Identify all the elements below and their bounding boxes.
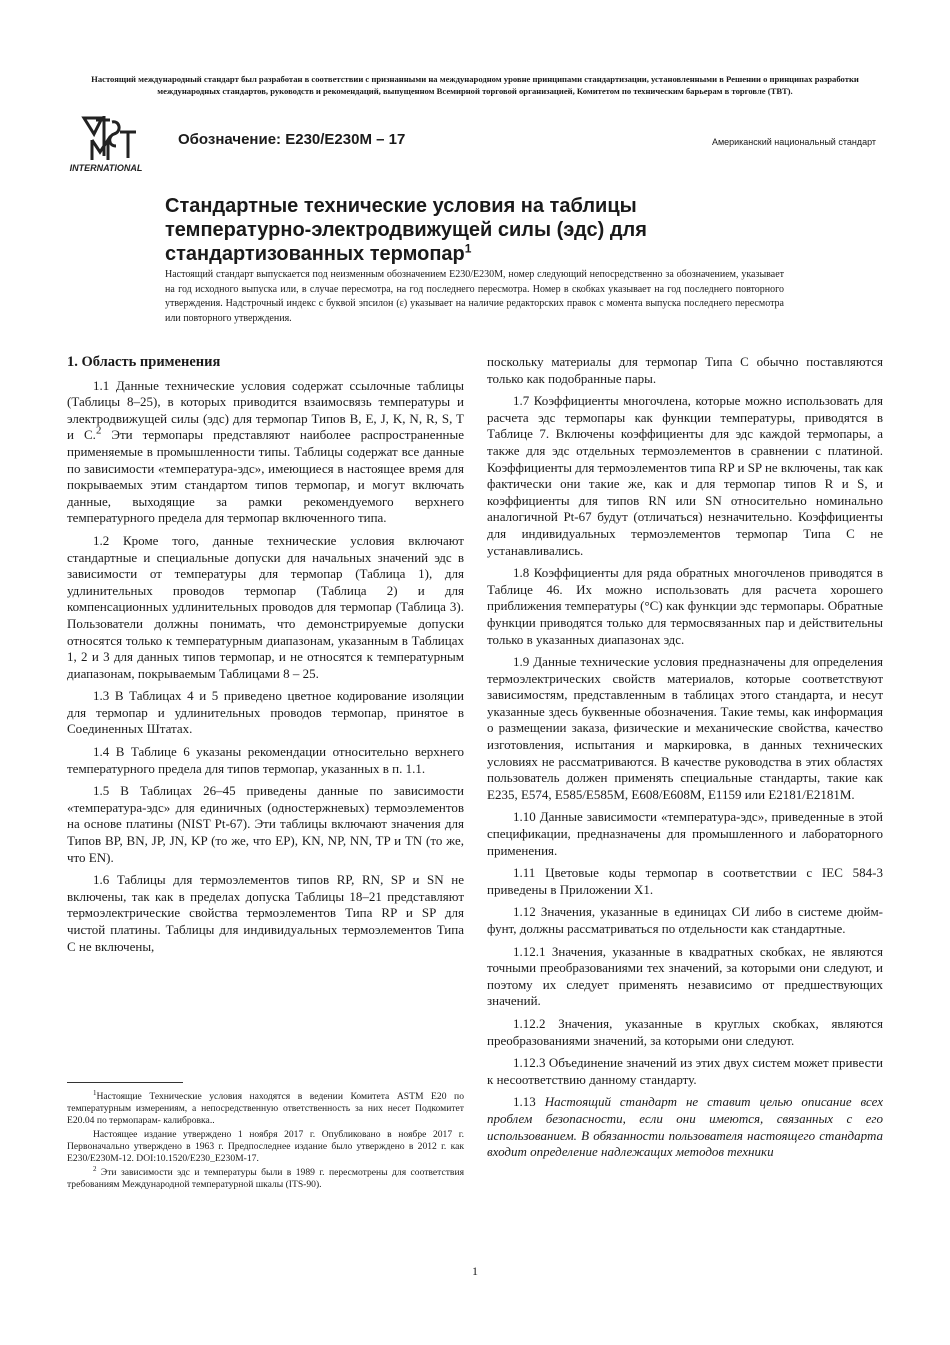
footnote-2-mark: 2 bbox=[93, 1164, 97, 1173]
title-text: Стандартные технические условия на таблицы температурно-электродвижущей силы (эдс) для стандартизованных термопар bbox=[165, 195, 647, 265]
footnote-2-text: Эти зависимости эдс и температуры были в 1989 г. пересмотрены для соответствия требованиям Международной температурной шкалы (ITS-90). bbox=[67, 1167, 464, 1190]
international-standard-notice: Настоящий международный стандарт был разработан в соответствии с признанными на международном уровне принципами стандартизации, установленными в Решении о принципах разработки международных стандартов, руководств и рекомендаций, выпущенном Всемирной торговой организацией, Комитетом по техническим барьерам в торговле (ТВТ). bbox=[91, 74, 859, 96]
paragraph-1-9: 1.9 Данные технические условия предназначены для определения термоэлектрических свойств материалов, которые соответствуют зависимостям, представленным в таблицах этого стандарта, и несут указанные здесь буквенные обозначения. Такие темы, как информация о размещении заказа, физические и механические свойства, качество изготовления, испытания и маркировка, в данных технических условиях не рассматриваются. В качестве руководства в этих областях пользователь должен применять специальные стандарты, такие как E235, E574, E585/E585M, E608/E608M, E1159 или E2181/E2181M. bbox=[487, 654, 883, 802]
left-column bbox=[67, 354, 464, 961]
paragraph-1-13-number: 1.13 bbox=[513, 1094, 545, 1110]
footnote-1 bbox=[67, 1088, 464, 1127]
astm-logo bbox=[64, 112, 148, 174]
national-standard-label: Американский национальный стандарт bbox=[711, 137, 876, 147]
paragraph-1-6-continued: поскольку материалы для термопар Типа C обычно поставляются только как подобранные пары. bbox=[487, 354, 883, 386]
paragraph-1-12: 1.12 Значения, указанные в единицах СИ либо в системе дюйм-фунт, должны рассматриваться по отдельности как стандартные. bbox=[487, 904, 883, 936]
paragraph-1-12-2: 1.12.2 Значения, указанные в круглых скобках, являются преобразованиями значений, за которыми они следуют. bbox=[487, 1015, 883, 1048]
paragraph-1-1-text-cont: Эти термопары представляют наиболее распространенные применяемые в промышленности типы. Таблицы содержат все данные по зависимости «температура-эдс», имеющиеся в настоящее время для покрываемых этим стандартом типов термопар, и могут включать данные, выходящие за рамки рекомендуемого верхнего температурного предела для термопар включенного типа. bbox=[67, 427, 464, 526]
paragraph-1-13 bbox=[487, 1094, 883, 1160]
issue-note: Настоящий стандарт выпускается под неизменным обозначением E230/E230M, номер следующий непосредственно за обозначением, указывает на год исходного выпуска или, в случае пересмотра, на год последнего пересмотра. Номер в скобках указывает на год последнего повторного утверждения. Надстрочный индекс с буквой эпсилон (ε) указывает на наличие редакторских правок с момента выпуска последнего пересмотра или повторного утверждения. bbox=[165, 269, 784, 324]
section-heading: 1. Область применения bbox=[67, 354, 221, 370]
footnote-ref-2: 2 bbox=[95, 425, 102, 438]
footnote-1-mark: 1 bbox=[93, 1088, 97, 1097]
paragraph-1-4: 1.4 В Таблице 6 указаны рекомендации относительно верхнего температурного предела для типов термопар, указанных в п. 1.1. bbox=[67, 744, 464, 776]
footnotes bbox=[67, 1082, 464, 1193]
footnote-2 bbox=[67, 1164, 464, 1191]
logo-text: INTERNATIONAL bbox=[69, 163, 143, 173]
paragraph-1-11: 1.11 Цветовые коды термопар в соответствии с IEC 584-3 приведены в Приложении X1. bbox=[487, 865, 883, 897]
paragraph-1-7: 1.7 Коэффициенты многочлена, которые можно использовать для расчета эдс термопары как функции температуры, приводятся в Таблице 7. Включены коэффициенты для эдс каждой термопары, а также для эдс отдельных термоэлементов в сравнении с платиной. Коэффициенты для термоэлементов типа RP и SP не включены, так как фактически они такие же, как и для термопар типов R и S, и коэффициенты для типов RN или SN относительно номинально аналогичной Pt-67 будут (отличаться) незначительно. Коэффициенты для индивидуальных термоэлементов термопар Типа C не устанавливались. bbox=[487, 393, 883, 558]
paragraph-1-10: 1.10 Данные зависимости «температура-эдс», приведенные в этой спецификации, предназначены для промышленного и лабораторного применения. bbox=[487, 809, 883, 858]
footnote-divider bbox=[67, 1082, 183, 1083]
paragraph-1-2: 1.2 Кроме того, данные технические условия включают стандартные и специальные допуски для начальных значений эдс в зависимости от температуры для термопар (Таблица 1), для удлинительных проводов термопар (Таблица 2) и для компенсационных удлинительных проводов для термопар (Таблица 3). Пользователи должны понимать, что демонстрируемые допуски относятся только к температурным диапазонам, указанным в Таблицах 1, 2 и 3 для данных типов термопар, и не относятся к температурным диапазонам, покрываемым Таблицами 8 – 25. bbox=[67, 532, 464, 681]
paragraph-1-12-1: 1.12.1 Значения, указанные в квадратных скобках, не являются точными преобразованиями тех значений, за которыми они следуют, и поэтому их следует применять независимо от предшествующих значений. bbox=[487, 943, 883, 1009]
title-footnote-mark: 1 bbox=[464, 241, 472, 256]
paragraph-1-1 bbox=[67, 378, 464, 527]
footnote-1-text: Настоящие Технические условия находятся в ведении Комитета ASTM E20 по температурным измерениям, а непосредственную ответственность за них несет Подкомитет E20.04 по термопарам- калибровка.. bbox=[67, 1091, 464, 1126]
paragraph-1-1-text: 1.1 Данные технические условия содержат ссылочные таблицы (Таблицы 8–25), в которых приводится взаимосвязь температуры и электродвижущей силы (эдс) для термопар Типов B, E, J, K, N, R, S, T и C. bbox=[67, 377, 464, 443]
footnote-1-edition: Настоящее издание утверждено 1 ноября 2017 г. Опубликовано в ноябре 2017 г. Первоначально утверждено в 1963 г. Предпоследнее издание было утверждено в 2012 г. как E230/E230M-12. DOI:10.1520/E230_E230M-17. bbox=[67, 1129, 464, 1164]
paragraph-1-12-3: 1.12.3 Объединение значений из этих двух систем может привести к несоответствию данному стандарту. bbox=[487, 1055, 883, 1087]
paragraph-1-8: 1.8 Коэффициенты для ряда обратных многочленов приводятся в Таблице 46. Их можно использовать для расчета хорошего приближения температуры (°C) как функции эдс термопары. Обратные функции приводятся только для термосвязанных пар и действительны только в указанных диапазонах эдс. bbox=[487, 565, 883, 647]
paragraph-1-6: 1.6 Таблицы для термоэлементов типов RP, RN, SP и SN не включены, так как в пределах допуска Таблицы 18–21 представляют термоэлектрические свойства термоэлементов Типа RP и SP для чистой платины. Таблицы для индивидуальных термоэлементов Типа C не включены, bbox=[67, 872, 464, 954]
astm-emblem bbox=[84, 116, 136, 160]
paragraph-1-13-text: Настоящий стандарт не ставит целью описание всех проблем безопасности, если они имеются, связанных с его использованием. В обязанности пользователя настоящего стандарта входит определение надлежащих методов техники bbox=[487, 1094, 883, 1160]
document-title bbox=[165, 194, 745, 266]
page-number: 1 bbox=[472, 1264, 478, 1278]
paragraph-1-3: 1.3 В Таблицах 4 и 5 приведено цветное кодирование изоляции для термопар и удлинительных проводов термопар, принятое в Соединенных Штатах. bbox=[67, 688, 464, 737]
paragraph-1-5: 1.5 В Таблицах 26–45 приведены данные по зависимости «температура-эдс» для единичных (одностержневых) термоэлементов на основе платины (NIST Pt-67). Эти таблицы включают значения для Типов BP, BN, JP, JN, KP (то же, что EP), KN, NP, NN, TP и TN (то же, что EN). bbox=[67, 783, 464, 865]
standard-designation: Обозначение: E230/E230M – 17 bbox=[178, 131, 406, 148]
right-column bbox=[487, 354, 883, 1167]
